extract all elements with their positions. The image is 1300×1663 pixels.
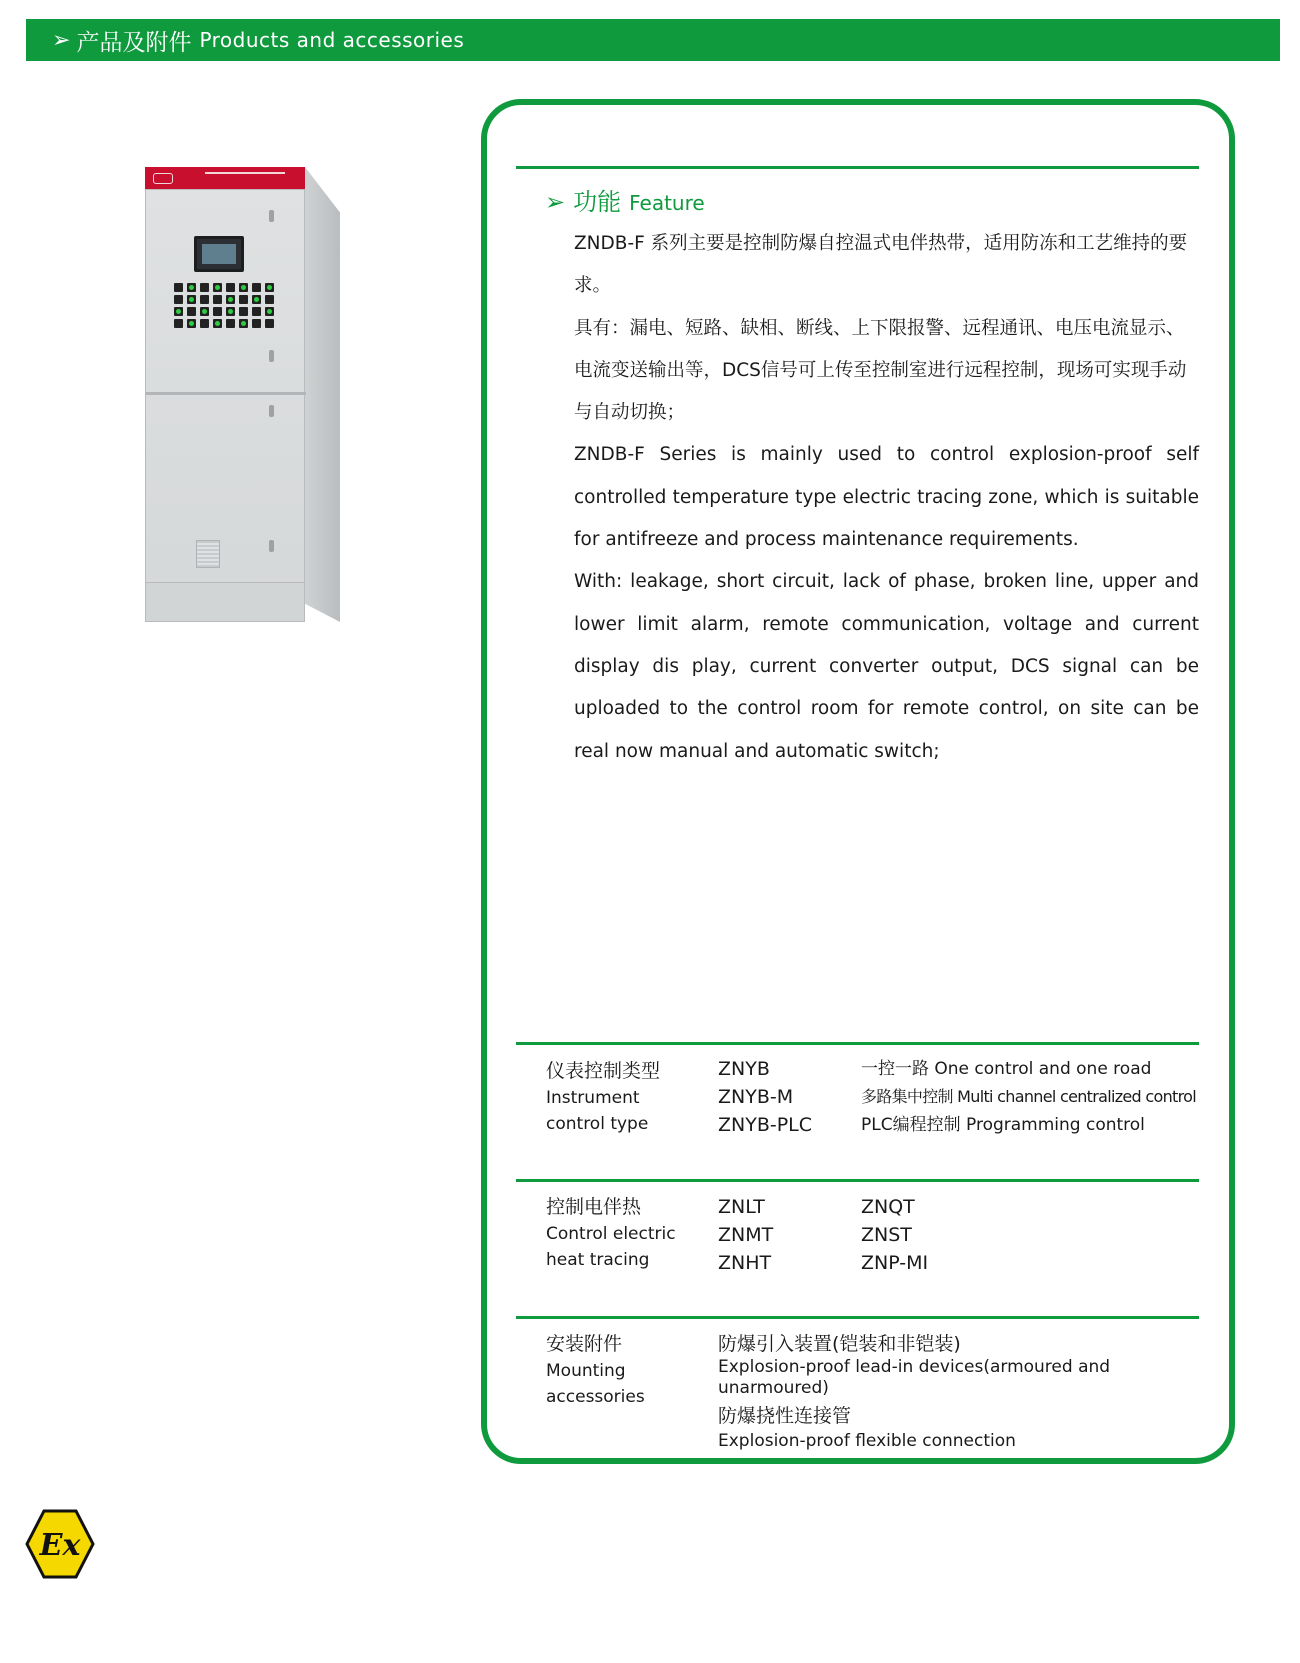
ex-badge-text: Ex (39, 1528, 81, 1563)
spec-models-instrument (718, 1055, 812, 1139)
cabinet-top-band (145, 167, 305, 189)
feature-heading (545, 182, 705, 217)
feature-paragraph: ZNDB-F 系列主要是控制防爆自控温式电伴热带，适用防冻和工艺维持的要求。 (574, 233, 1188, 297)
cabinet-logo (153, 173, 173, 184)
model-code: ZNP-MI (861, 1252, 929, 1274)
model-code: ZNMT (718, 1224, 774, 1246)
divider-line (516, 1042, 1199, 1045)
spec-descriptions-instrument (861, 1055, 1196, 1139)
feature-paragraph: ZNDB-F Series is mainly used to control explosion-proof self controlled temperature type electric tracing zone, which is suitable for antifreeze and process maintenance requirements. (574, 444, 1199, 551)
model-code: ZNST (861, 1224, 912, 1246)
divider-line (516, 166, 1199, 169)
model-code: ZNYB-PLC (718, 1114, 813, 1136)
model-code: ZNLT (718, 1196, 765, 1218)
arrow-icon: ➢ (545, 188, 566, 216)
cabinet-front (145, 189, 305, 604)
spec-label-instrument (546, 1057, 660, 1137)
spec-label-cn: 安装附件 (546, 1333, 623, 1355)
accessory-name-en: Explosion-proof lead-in devices(armoured and (718, 1357, 1111, 1377)
spec-label-en: Instrument (546, 1088, 640, 1108)
model-description: 一控一路 One control and one road (861, 1059, 1152, 1079)
accessory-name-cn: 防爆挠性连接管 (718, 1405, 852, 1427)
accessory-name-en: unarmoured) (718, 1378, 829, 1398)
model-code: ZNQT (861, 1196, 915, 1218)
model-description: PLC编程控制 Programming control (861, 1115, 1145, 1135)
spec-label-en: Control electric (546, 1224, 676, 1244)
cabinet-handle (269, 350, 274, 362)
spec-models-heat-tracing-a (718, 1193, 773, 1277)
section-title-cn: 产品及附件 (76, 29, 192, 56)
feature-title-en: Feature (629, 191, 705, 215)
section-title-en: Products and accessories (199, 28, 465, 52)
cabinet-vent (196, 540, 220, 568)
accessory-name-cn: 防爆引入装置(铠装和非铠装) (718, 1333, 961, 1355)
section-header (26, 19, 1280, 61)
divider-line (516, 1316, 1199, 1319)
spec-models-heat-tracing-b (861, 1193, 928, 1277)
spec-label-en: control type (546, 1114, 649, 1134)
model-description: 多路集中控制 Multi channel centralized control (861, 1087, 1196, 1106)
cabinet-handle (269, 210, 274, 222)
control-cabinet-image (145, 167, 340, 622)
spec-mounting-items (718, 1331, 1110, 1452)
accessory-name-en: Explosion-proof flexible connection (718, 1431, 1016, 1451)
spec-label-mounting (546, 1330, 645, 1410)
spec-label-cn: 控制电伴热 (546, 1196, 642, 1218)
model-code: ZNYB-M (718, 1086, 794, 1108)
cabinet-handle (269, 405, 274, 417)
divider-line (516, 1179, 1199, 1182)
model-code: ZNYB (718, 1058, 770, 1080)
cabinet-base (145, 582, 305, 622)
cabinet-door-divider (146, 392, 306, 395)
spec-label-heat-tracing (546, 1193, 676, 1273)
arrow-icon: ➢ (52, 27, 71, 53)
cabinet-nameplate (205, 172, 285, 180)
feature-paragraph: 具有：漏电、短路、缺相、断线、上下限报警、远程通讯、电压电流显示、电流变送输出等，DCS信号可上传至控制室进行远程控制，现场可实现手动与自动切换； (574, 317, 1187, 424)
cabinet-display (194, 236, 244, 272)
spec-label-en: accessories (546, 1387, 645, 1407)
feature-title-cn: 功能 (573, 188, 622, 216)
spec-label-en: Mounting (546, 1361, 626, 1381)
cabinet-button-panel (174, 283, 274, 328)
feature-paragraph: With: leakage, short circuit, lack of phase, broken line, upper and lower limit alarm, remote communication, voltage and current display dis play, current converter output, DCS signal can be uploaded to the control room for remote control, on site can be real now manual and automatic switch; (574, 571, 1199, 762)
ex-explosion-proof-icon (24, 1508, 96, 1580)
feature-description (574, 223, 1199, 773)
spec-label-en: heat tracing (546, 1250, 650, 1270)
cabinet-handle (269, 540, 274, 552)
model-code: ZNHT (718, 1252, 772, 1274)
spec-label-cn: 仪表控制类型 (546, 1060, 661, 1082)
cabinet-side (305, 167, 340, 622)
